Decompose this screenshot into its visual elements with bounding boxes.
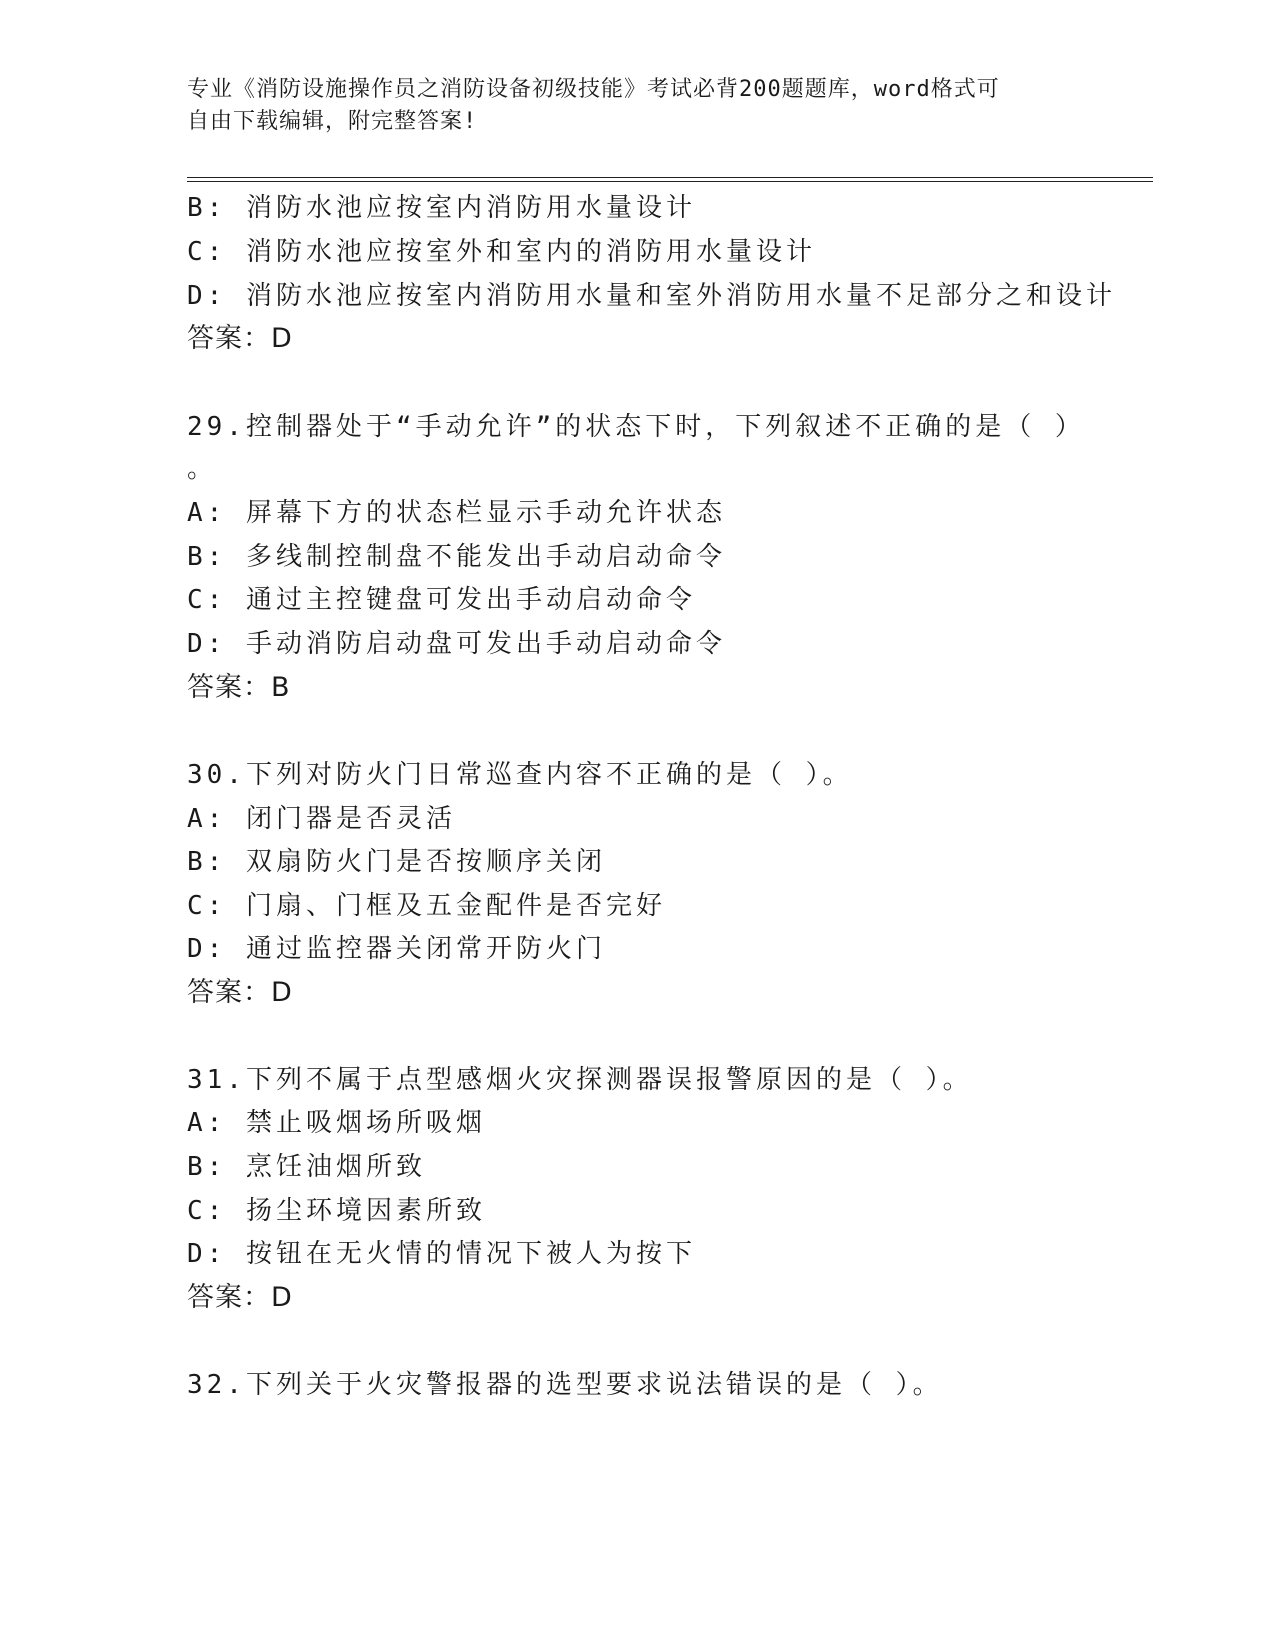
q30-option-c: C: 门扇、门框及五金配件是否完好 bbox=[187, 891, 666, 921]
document-header bbox=[187, 74, 1087, 138]
q28-option-b: B: 消防水池应按室内消防用水量设计 bbox=[187, 193, 696, 223]
q29-option-a: A: 屏幕下方的状态栏显示手动允许状态 bbox=[187, 498, 726, 528]
q29-answer: 答案：B bbox=[187, 672, 291, 703]
q31-option-c: C: 扬尘环境因素所致 bbox=[187, 1196, 486, 1226]
q29-option-d: D: 手动消防启动盘可发出手动启动命令 bbox=[187, 629, 726, 659]
header-divider-bottom bbox=[187, 181, 1153, 182]
q28-answer: 答案：D bbox=[187, 323, 293, 354]
q31-answer: 答案：D bbox=[187, 1282, 293, 1313]
q29-stem-tail: 。 bbox=[187, 454, 218, 484]
header-line-2: 自由下载编辑，附完整答案! bbox=[187, 109, 478, 134]
q28-option-d: D: 消防水池应按室内消防用水量和室外消防用水量不足部分之和设计 bbox=[187, 281, 1116, 311]
q30-option-a: A: 闭门器是否灵活 bbox=[187, 804, 456, 834]
q29-option-c: C: 通过主控键盘可发出手动启动命令 bbox=[187, 585, 696, 615]
q31-stem: 31.下列不属于点型感烟火灾探测器误报警原因的是（ ）。 bbox=[187, 1065, 973, 1095]
q30-answer: 答案：D bbox=[187, 977, 293, 1008]
q31-option-d: D: 按钮在无火情的情况下被人为按下 bbox=[187, 1239, 696, 1269]
q32-stem: 32.下列关于火灾警报器的选型要求说法错误的是（ ）。 bbox=[187, 1370, 943, 1400]
q30-option-d: D: 通过监控器关闭常开防火门 bbox=[187, 934, 606, 964]
q28-option-c: C: 消防水池应按室外和室内的消防用水量设计 bbox=[187, 237, 816, 267]
q29-stem: 29.控制器处于“手动允许”的状态下时，下列叙述不正确的是（ ） bbox=[187, 412, 1085, 442]
q29-option-b: B: 多线制控制盘不能发出手动启动命令 bbox=[187, 542, 726, 572]
header-line-1: 专业《消防设施操作员之消防设备初级技能》考试必背200题题库，word格式可 bbox=[187, 77, 1000, 102]
q31-option-a: A: 禁止吸烟场所吸烟 bbox=[187, 1108, 486, 1138]
q31-option-b: B: 烹饪油烟所致 bbox=[187, 1152, 426, 1182]
q30-option-b: B: 双扇防火门是否按顺序关闭 bbox=[187, 847, 606, 877]
q30-stem: 30.下列对防火门日常巡查内容不正确的是（ ）。 bbox=[187, 760, 853, 790]
header-divider-top bbox=[187, 177, 1153, 178]
